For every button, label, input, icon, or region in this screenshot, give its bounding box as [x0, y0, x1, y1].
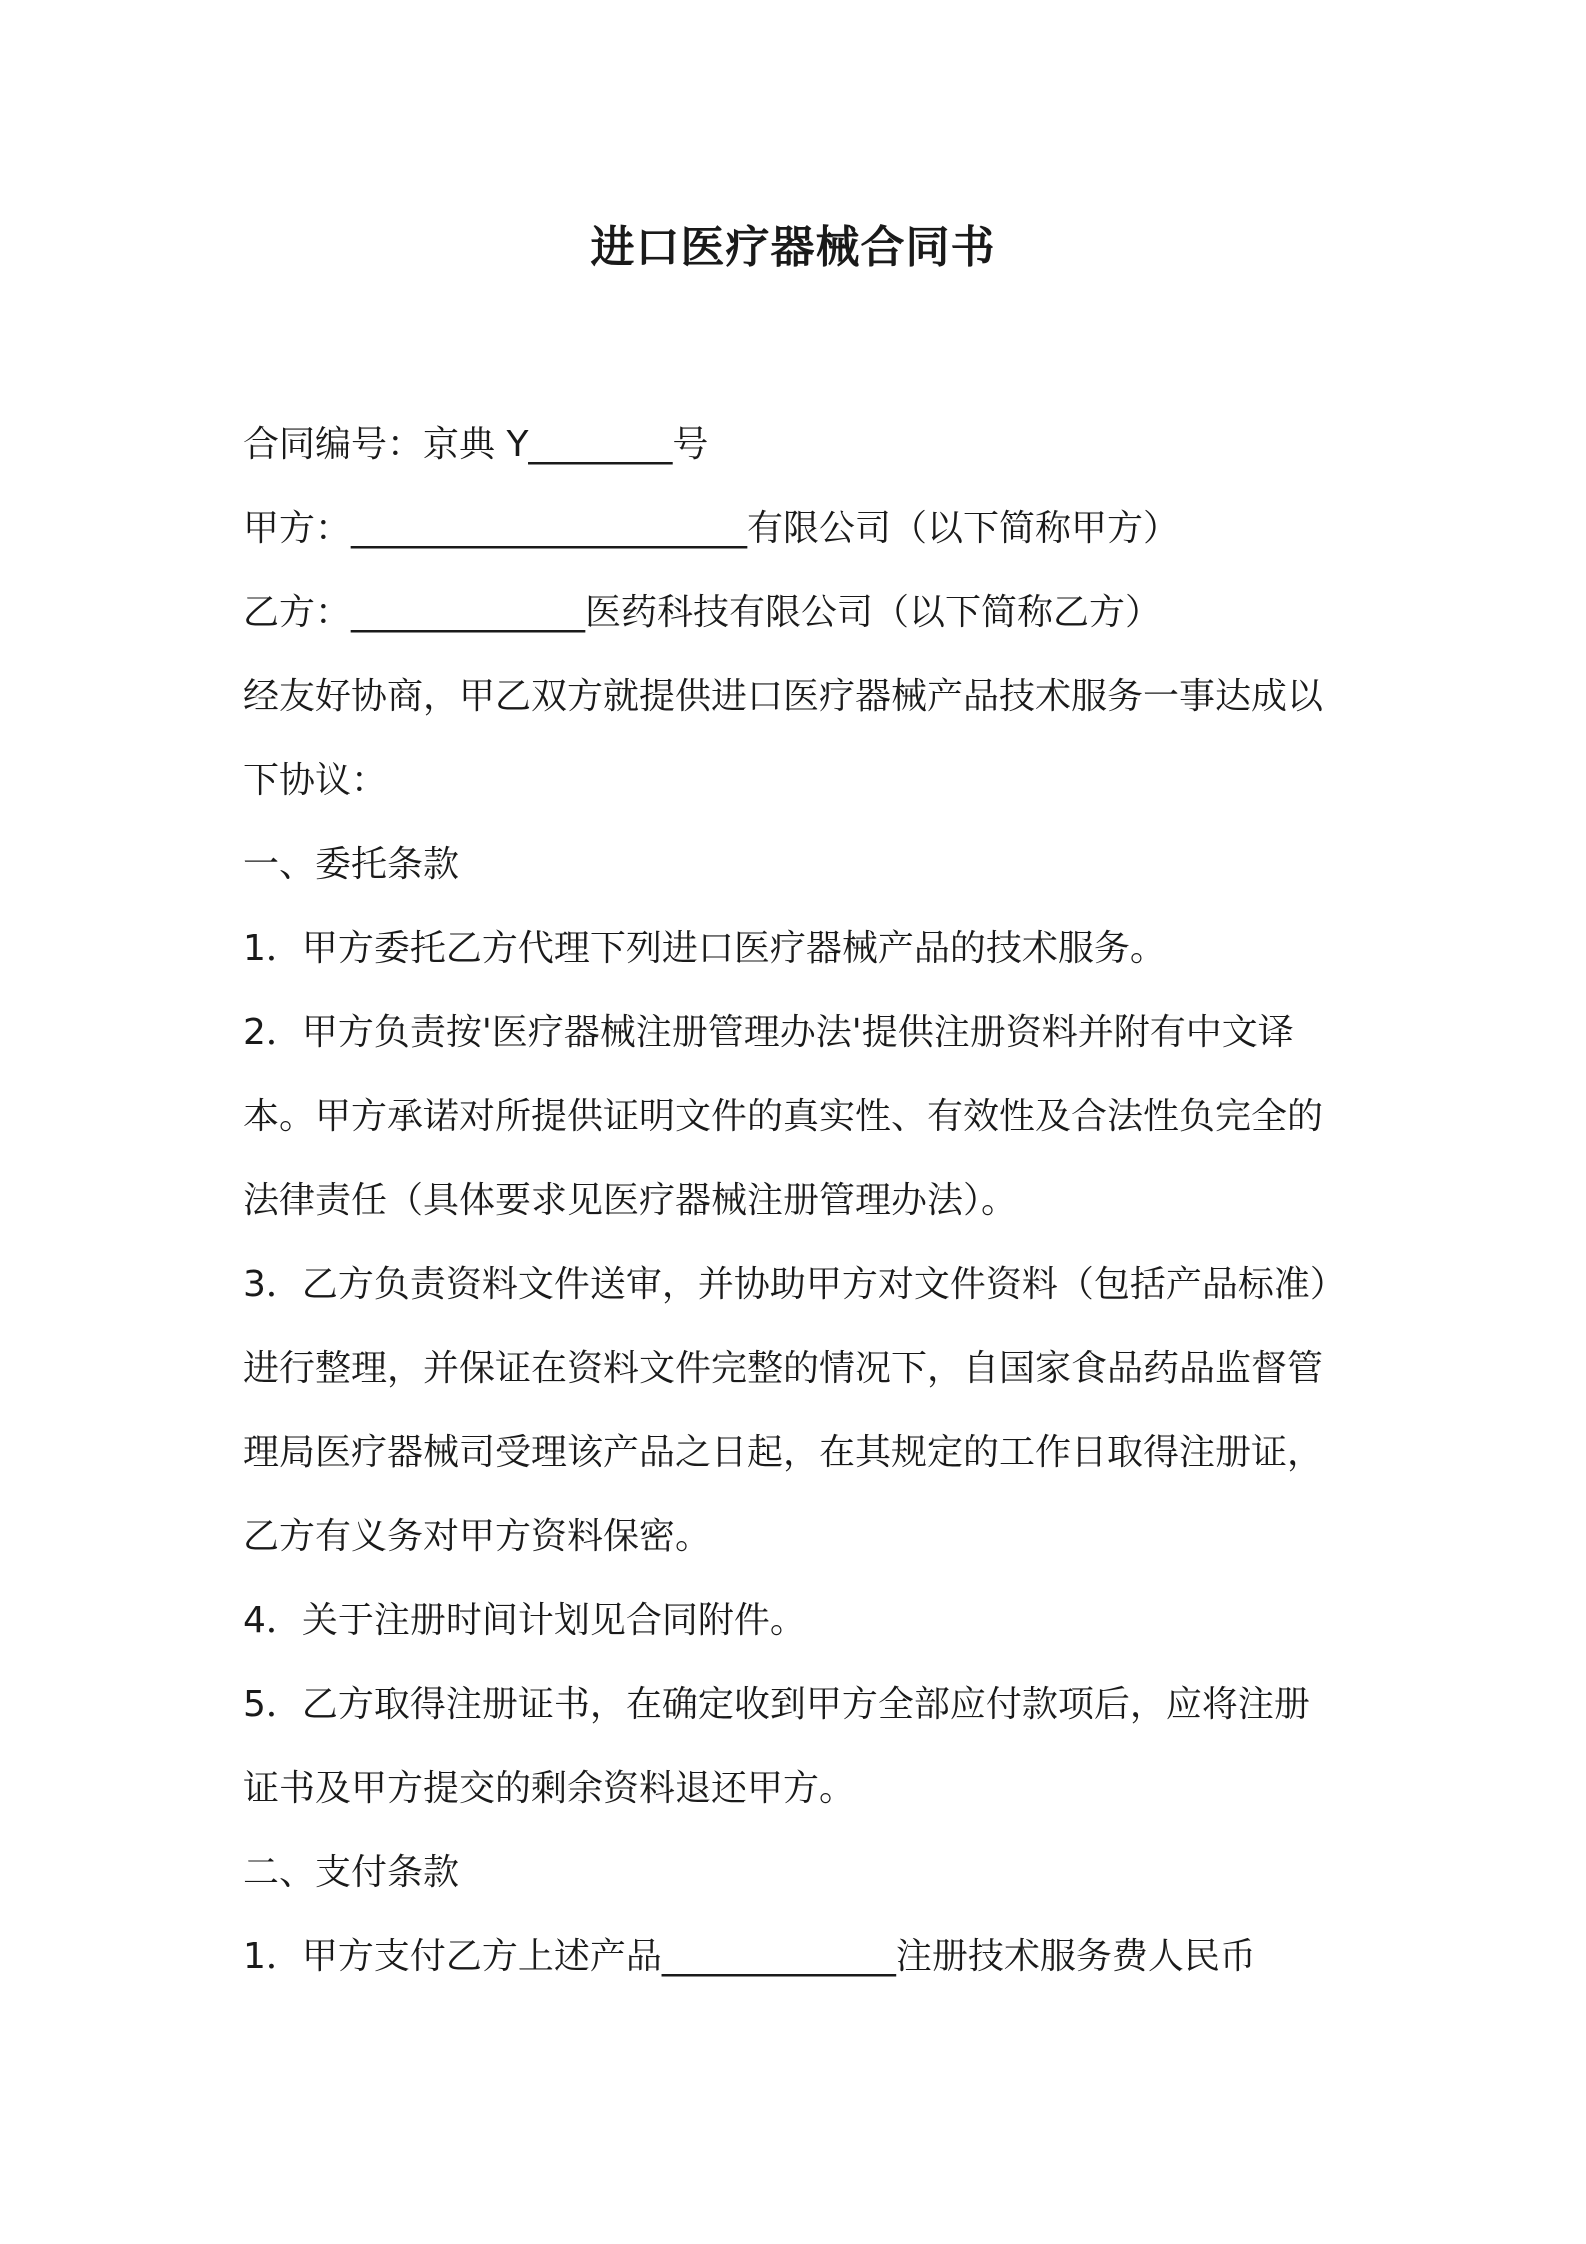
document-body — [243, 403, 1363, 1999]
preamble-line: 经友好协商，甲乙双方就提供进口医疗器械产品技术服务一事达成以 — [243, 676, 1324, 717]
party-a-line: 甲方：______________________有限公司（以下简称甲方） — [243, 508, 1180, 549]
clause-line: 5．乙方取得注册证书，在确定收到甲方全部应付款项后，应将注册 — [243, 1684, 1310, 1725]
document-title: 进口医疗器械合同书 — [590, 222, 996, 273]
clause-line: 本。甲方承诺对所提供证明文件的真实性、有效性及合法性负完全的 — [243, 1096, 1324, 1137]
clause-line: 1．甲方支付乙方上述产品_____________注册技术服务费人民币 — [243, 1936, 1256, 1977]
section-heading: 二、支付条款 — [243, 1852, 460, 1893]
clause-line: 进行整理，并保证在资料文件完整的情况下，自国家食品药品监督管 — [243, 1348, 1324, 1389]
preamble-line: 下协议： — [243, 760, 388, 801]
clause-line: 法律责任（具体要求见医疗器械注册管理办法）。 — [243, 1180, 1018, 1221]
clause-line: 理局医疗器械司受理该产品之日起，在其规定的工作日取得注册证， — [243, 1432, 1324, 1473]
party-b-line: 乙方：_____________医药科技有限公司（以下简称乙方） — [243, 592, 1162, 633]
contract-number-line: 合同编号：京典 Y________号 — [243, 424, 709, 465]
clause-line: 4．关于注册时间计划见合同附件。 — [243, 1600, 806, 1641]
clause-line: 证书及甲方提交的剩余资料退还甲方。 — [243, 1768, 856, 1809]
clause-line: 2．甲方负责按'医疗器械注册管理办法'提供注册资料并附有中文译 — [243, 1012, 1294, 1053]
clause-line: 乙方有义务对甲方资料保密。 — [243, 1516, 712, 1557]
section-heading: 一、委托条款 — [243, 844, 460, 885]
clause-line: 1．甲方委托乙方代理下列进口医疗器械产品的技术服务。 — [243, 928, 1166, 969]
clause-line: 3．乙方负责资料文件送审，并协助甲方对文件资料（包括产品标准） — [243, 1264, 1346, 1305]
